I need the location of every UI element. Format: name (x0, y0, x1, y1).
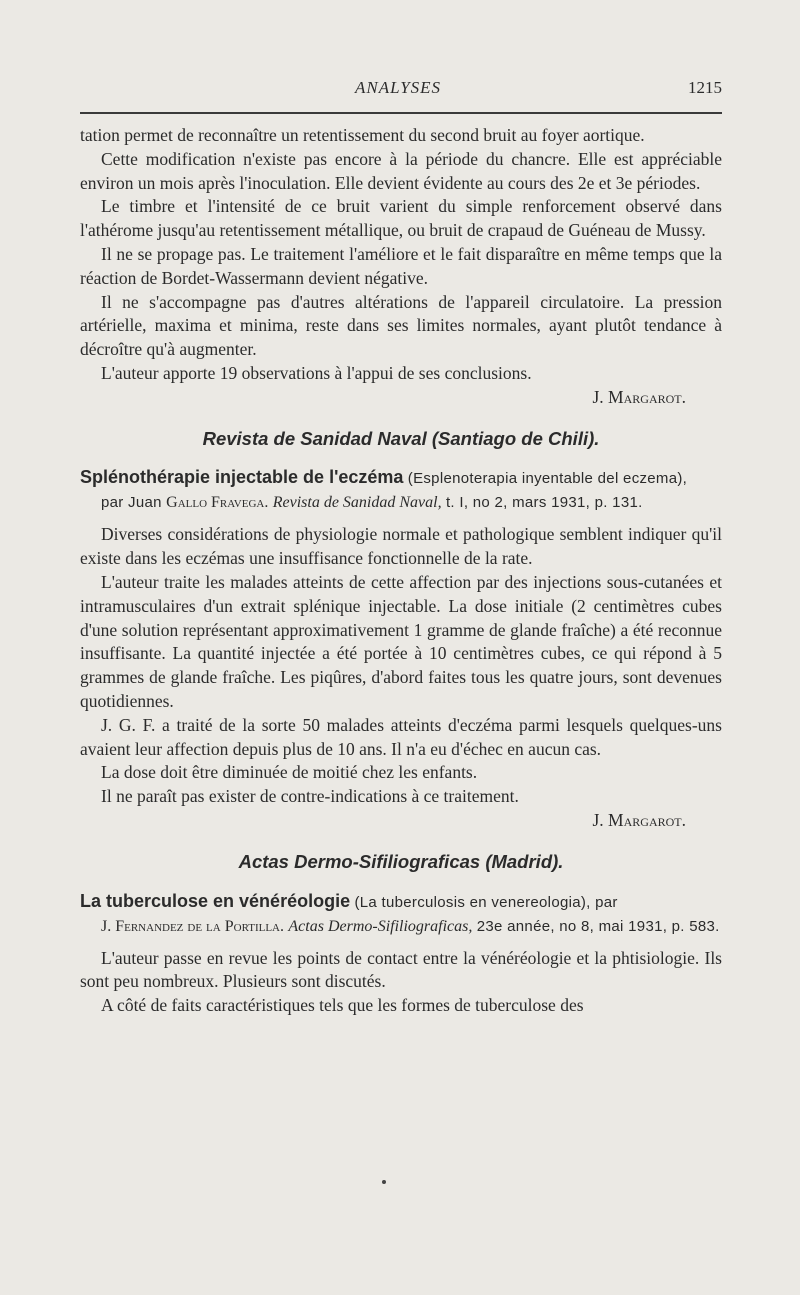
article-heading (80, 466, 722, 514)
article-meta: 23e année, no 8, mai 1931, p. 583. (476, 917, 720, 935)
article-author: J. Fernandez de la Portilla. (101, 917, 285, 935)
article-source: Revista de Sanidad Naval, (272, 494, 442, 512)
article-original-title: (Esplenoterapia inyentable del eczema), (407, 470, 688, 488)
paragraph: J. G. F. a traité de la sorte 50 malades atteints d'eczéma parmi lesquels quelques-uns avaient leur affection depuis plus de 10 ans. Il n'a eu d'échec en aucun cas. (80, 714, 722, 759)
paragraph: Diverses considérations de physiologie normale et pathologique semblent indiquer qu'il existe dans les eczémas une insuffisance fonctionnelle de la rate. (80, 524, 722, 569)
paragraph: Il ne se propage pas. Le traitement l'améliore et le fait disparaître en même temps que la réaction de Bordet-Wassermann devient négative. (80, 243, 722, 288)
running-header (80, 78, 722, 104)
paragraph: L'auteur apporte 19 observations à l'appui de ses conclusions. (101, 362, 532, 383)
paragraph: L'auteur traite les malades atteints de cette affection par des injections sous-cutanées et intramusculaires d'un extrait splénique injectable. La dose initiale (2 centimètres cubes d'une solution représentant approximativement 1 gramme de glande fraîche) a été reconnue insuffisante. La quantité injectée a été portée à 10 centimètres cubes, ce qui répond à 5 grammes de glande fraîche. Les piqûres, d'abord faites tous les quatre jours, sont devenues quotidiennes. (80, 571, 722, 711)
signature-text: J. Margarot. (592, 809, 686, 830)
paragraph: Il ne paraît pas exister de contre-indications à ce traitement. (101, 786, 519, 807)
paragraph: Il ne s'accompagne pas d'autres altérations de l'appareil circulatoire. La pression artérielle, maxima et minima, reste dans ses limites normales, ayant plutôt tendance à décroître qu'à augmenter. (80, 291, 722, 360)
article-citation (80, 490, 722, 514)
signature (80, 386, 722, 410)
article-citation (80, 914, 722, 938)
journal-heading: Actas Dermo-Sifiliograficas (Madrid). (238, 850, 564, 872)
paragraph: Le timbre et l'intensité de ce bruit varient du simple renforcement observé dans l'athérome jusqu'au retentissement métallique, ou bruit de crapaud de Guéneau de Mussy. (80, 196, 722, 241)
article-by: par Juan (101, 494, 162, 512)
page-number: 1215 (688, 78, 722, 97)
article-author: Gallo Fravega. (166, 494, 269, 512)
ink-dot (382, 1180, 386, 1184)
article-heading (80, 890, 722, 938)
article-source: Actas Dermo-Sifiliograficas, (288, 917, 473, 935)
paragraph: L'auteur passe en revue les points de contact entre la vénéréologie et la phtisiologie. Ils sont peu nombreux. Plusieurs sont discutés. (80, 947, 722, 992)
signature-text: J. Margarot. (592, 386, 686, 407)
page-body (80, 124, 722, 1018)
signature (80, 809, 722, 833)
running-title: ANALYSES (355, 78, 442, 97)
article-title: La tuberculose en vénéréologie (80, 890, 351, 911)
header-rule (80, 112, 722, 114)
paragraph: A côté de faits caractéristiques tels que les formes de tuberculose des (101, 995, 584, 1016)
paragraph: tation permet de reconnaître un retentissement du second bruit au foyer aortique. (80, 125, 645, 145)
paragraph: La dose doit être diminuée de moitié chez les enfants. (101, 762, 478, 783)
journal-heading: Revista de Sanidad Naval (Santiago de Chili). (202, 427, 600, 449)
article-title: Splénothérapie injectable de l'eczéma (80, 467, 404, 488)
paragraph: Cette modification n'existe pas encore à la période du chancre. Elle est appréciable environ un mois après l'inoculation. Elle devient évidente au cours des 2e et 3e périodes. (80, 148, 722, 193)
article-original-title: (La tuberculosis en venereologia), par (354, 893, 618, 911)
article-meta: t. I, no 2, mars 1931, p. 131. (445, 494, 643, 512)
